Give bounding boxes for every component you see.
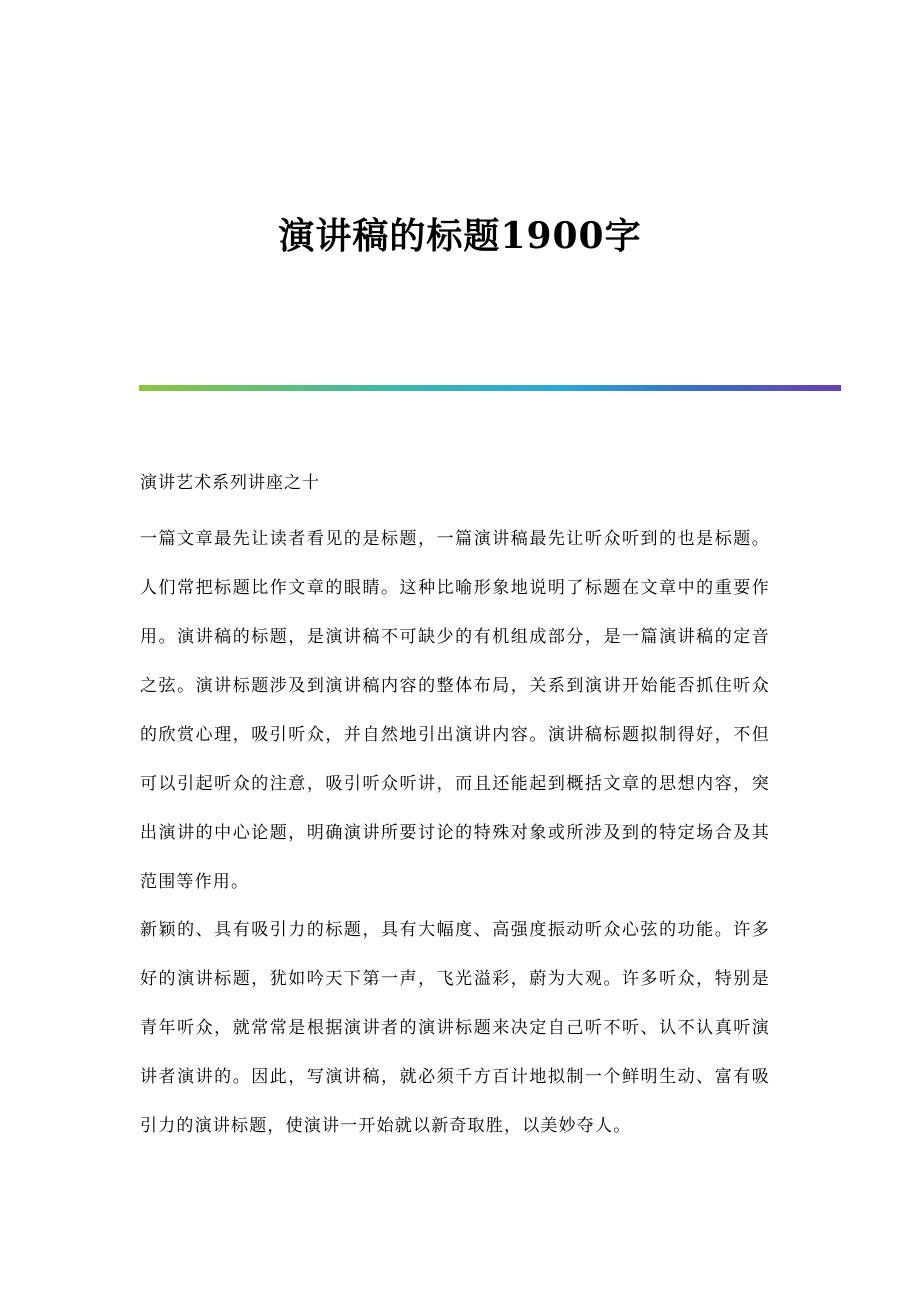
body-paragraph-2: 新颖的、具有吸引力的标题，具有大幅度、高强度振动听众心弦的功能。许多好的演讲标题，犹如吟天下第一声，飞光溢彩，蔚为大观。许多听众，特别是青年听众，就常常是根据演讲者的演讲标题来决定自己听不听、认不认真听演讲者演讲的。因此，写演讲稿，就必须千方百计地拟制一个鲜明生动、富有吸引力的演讲标题，使演讲一开始就以新奇取胜，以美妙夺人。 [140,920,770,1136]
document-subtitle: 演讲艺术系列讲座之十 [140,473,320,493]
document-title: 演讲稿的标题1900字 [278,215,642,257]
gradient-divider [139,385,841,391]
body-paragraph-1: 一篇文章最先让读者看见的是标题，一篇演讲稿最先让听众听到的也是标题。人们常把标题比作文章的眼睛。这种比喻形象地说明了标题在文章中的重要作用。演讲稿的标题，是演讲稿不可缺少的有机组成部分，是一篇演讲稿的定音之弦。演讲标题涉及到演讲稿内容的整体布局，关系到演讲开始能否抓住听众的欣赏心理，吸引听众，并自然地引出演讲内容。演讲稿标题拟制得好，不但可以引起听众的注意，吸引听众听讲，而且还能起到概括文章的思想内容，突出演讲的中心论题，明确演讲所要讨论的特殊对象或所涉及到的特定场合及其范围等作用。 [140,529,770,892]
